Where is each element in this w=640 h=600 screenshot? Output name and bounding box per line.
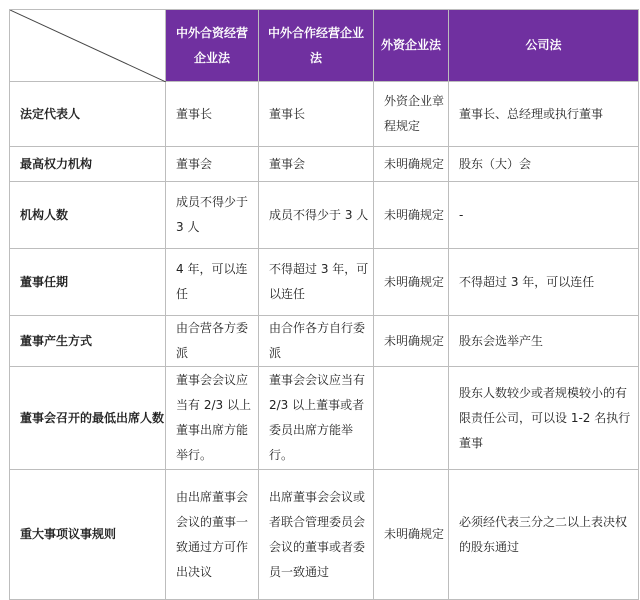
table-cell: 不得超过 3 年，可以连任 (449, 249, 639, 316)
row-label: 董事产生方式 (10, 316, 166, 367)
row-label: 机构人数 (10, 182, 166, 249)
table-cell: 出席董事会会议或者联合管理委员会会议的董事或者委员一致通过 (259, 470, 374, 600)
table-cell: 外资企业章程规定 (374, 82, 449, 147)
table-cell: 成员不得少于 3 人 (259, 182, 374, 249)
table-cell: 董事会 (166, 147, 259, 182)
table-row (10, 82, 639, 147)
row-label: 董事任期 (10, 249, 166, 316)
table-cell: 未明确规定 (374, 182, 449, 249)
table-row (10, 182, 639, 249)
comparison-table (9, 9, 639, 600)
row-label: 法定代表人 (10, 82, 166, 147)
header-jv-law: 中外合资经营企业法 (166, 10, 259, 82)
table-cell: 未明确规定 (374, 249, 449, 316)
table-cell: 必须经代表三分之二以上表决权的股东通过 (449, 470, 639, 600)
table-row (10, 249, 639, 316)
table-cell: 成员不得少于 3 人 (166, 182, 259, 249)
row-label: 董事会召开的最低出席人数 (10, 367, 166, 470)
table-cell: 不得超过 3 年，可以连任 (259, 249, 374, 316)
table-cell: 未明确规定 (374, 147, 449, 182)
header-row (10, 10, 639, 82)
table-cell: 由出席董事会会议的董事一致通过方可作出决议 (166, 470, 259, 600)
table-cell: 股东人数较少或者规模较小的有限责任公司，可以设 1-2 名执行董事 (449, 367, 639, 470)
table-cell: 4 年，可以连任 (166, 249, 259, 316)
diagonal-line (10, 10, 166, 82)
table-cell: 董事长、总经理或执行董事 (449, 82, 639, 147)
table-row (10, 470, 639, 600)
table-cell: 董事长 (259, 82, 374, 147)
table-cell: 未明确规定 (374, 470, 449, 600)
table-cell: 股东（大）会 (449, 147, 639, 182)
header-foreign-law: 外资企业法 (374, 10, 449, 82)
table-cell: 由合作各方自行委派 (259, 316, 374, 367)
table-row (10, 367, 639, 470)
table-row (10, 316, 639, 367)
table-cell: 董事长 (166, 82, 259, 147)
table-cell: - (449, 182, 639, 249)
table-cell: 由合营各方委派 (166, 316, 259, 367)
table-row (10, 147, 639, 182)
corner-cell (10, 10, 166, 82)
table-cell (374, 367, 449, 470)
table-cell: 董事会会议应当有 2/3 以上董事或者委员出席方能举行。 (259, 367, 374, 470)
row-label: 最高权力机构 (10, 147, 166, 182)
table-cell: 董事会 (259, 147, 374, 182)
table-cell: 未明确规定 (374, 316, 449, 367)
header-coop-law: 中外合作经营企业法 (259, 10, 374, 82)
row-label: 重大事项议事规则 (10, 470, 166, 600)
header-company-law: 公司法 (449, 10, 639, 82)
table-cell: 董事会会议应当有 2/3 以上董事出席方能举行。 (166, 367, 259, 470)
table-cell: 股东会选举产生 (449, 316, 639, 367)
